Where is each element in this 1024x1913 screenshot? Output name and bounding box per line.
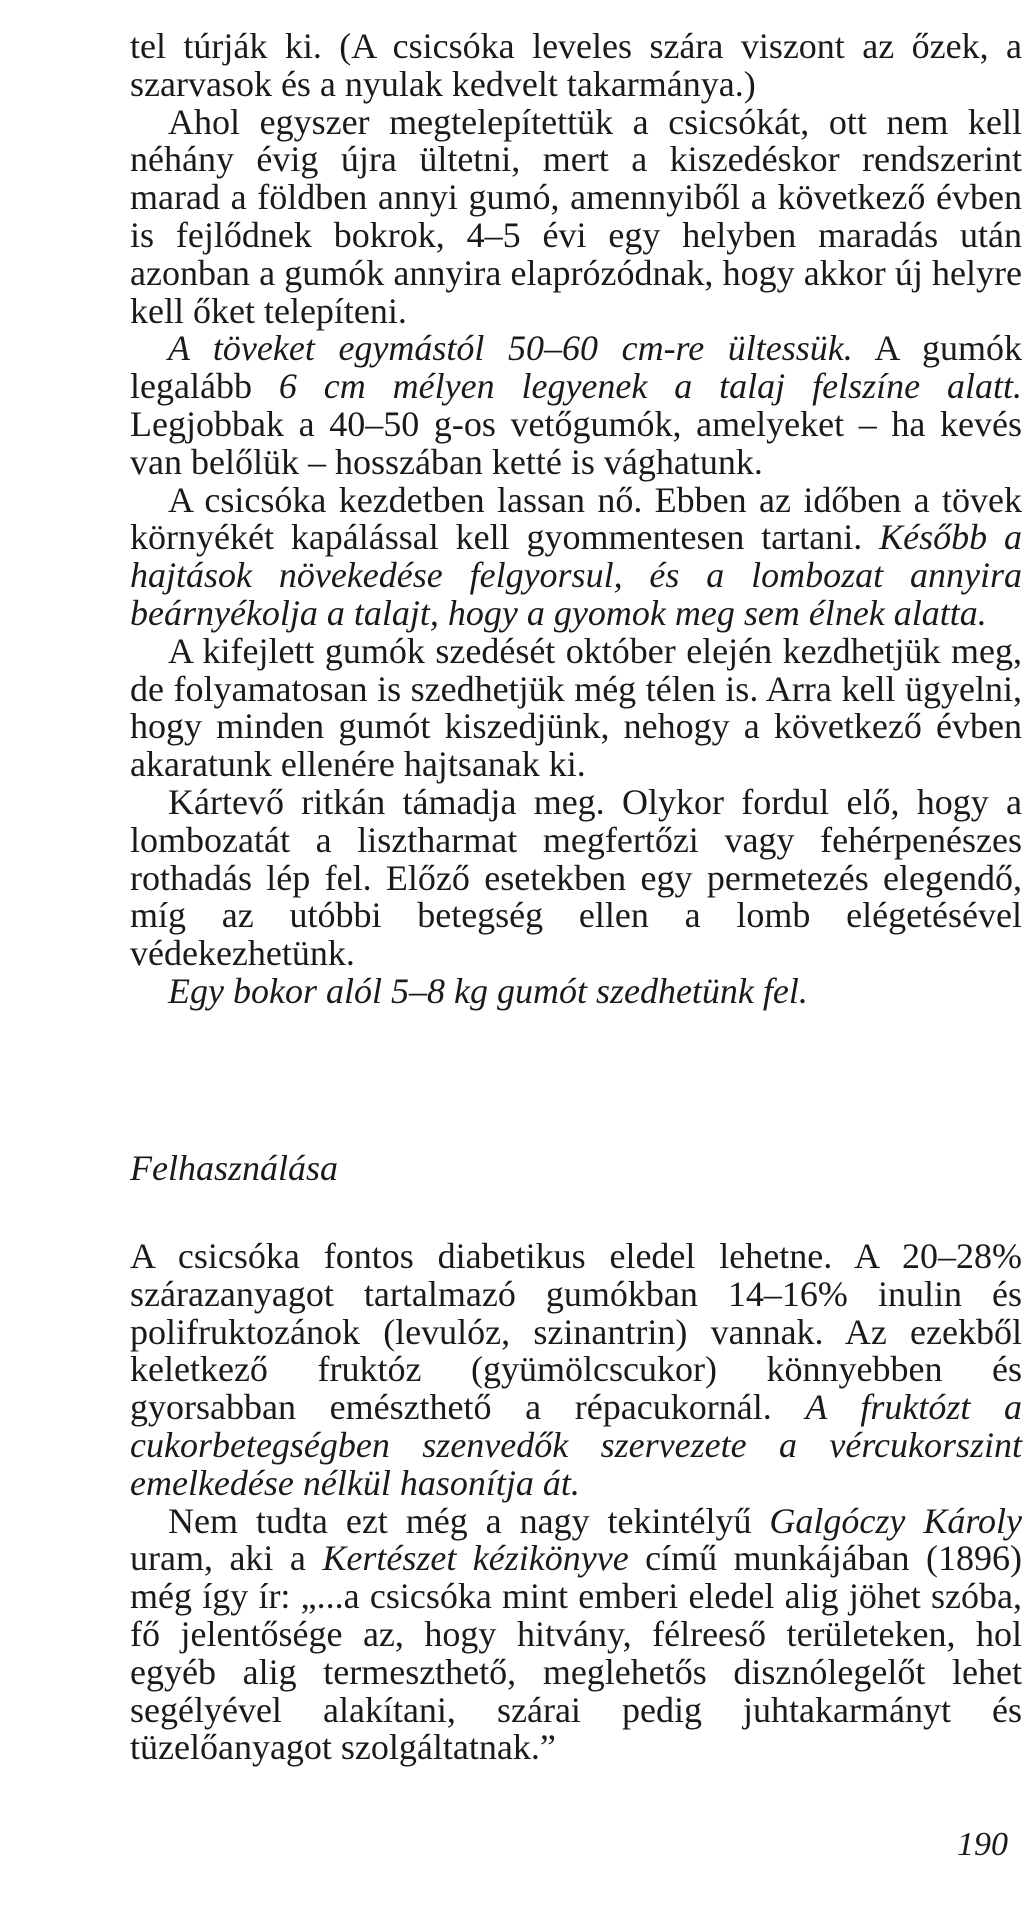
paragraph-harvest [130, 630, 1022, 785]
paragraph-text: Ahol egyszer megtelepítettük a csicsókát, ott nem kell néhány évig újra ültetni, mert a kiszedéskor rendszerint marad a földben annyi gumó, amennyiből a következő évben is fejlődnek bokrok, 4–5 évi egy helyben maradás után azonban a gumók annyira elaprózódnak, hogy akkor új helyre kell őket telepíteni. [130, 101, 1022, 331]
paragraph-text: Nem tudta ezt még a nagy tekintélyű [168, 1500, 770, 1541]
paragraph-usage [130, 1238, 1022, 1503]
italic-text: Galgóczy Károly [769, 1500, 1022, 1541]
italic-text: 6 cm mélyen legyenek a talaj felszíne alatt. [278, 366, 1022, 407]
text-block-upper [130, 28, 1022, 1011]
page-number: 190 [957, 1826, 1008, 1863]
italic-text: Később a hajtások növekedése felgyorsul, és a lombozat annyira beárnyékolja a talajt, hogy a gyomok meg sem élnek alatta. [130, 517, 1022, 633]
italic-text: A fruktózt a cukorbetegségben szenvedők szervezete a vércukorszint emelkedése nélkül hasonítja át. [130, 1387, 1022, 1503]
paragraph-text: A csicsóka fontos diabetikus eledel lehetne. A 20–28% szárazanyagot tartalmazó gumókban 14–16% inulin és polifruktozánok (levulóz, szinantrin) vannak. Az ezekből keletkező fruktóz (gyümölcscukor) könnyebben és gyorsabban emészthető a répacukornál. [130, 1236, 1022, 1428]
paragraph-spacing [130, 330, 1022, 481]
paragraph-text: Legjobbak a 40–50 g-os vetőgumók, amelyeket – ha kevés van belőlük – hosszában ketté is vághatunk. [130, 403, 1022, 482]
paragraph-text: A gumók legalább [130, 328, 1023, 407]
paragraph-quote [130, 1500, 1022, 1768]
italic-text: Egy bokor alól 5–8 kg gumót szedhetünk fel. [168, 970, 808, 1011]
paragraph-text: tel túrják ki. (A csicsóka leveles szára viszont az őzek, a szarvasok és a nyulak kedvelt takarmánya.) [130, 26, 1022, 104]
paragraph-growth [130, 479, 1022, 633]
paragraph-yield [130, 970, 1022, 1011]
paragraph-text: című munkájában (1896) még így ír: „...a csicsóka mint emberi eledel alig jöhet szóba, fő jelentősége az, hogy hitvány, félreeső területeken, hol egyéb alig termeszthető, meglehetős disznólegelőt lehet segélyével alakítani, szárai pedig juhtakarmányt és tüzelőanyagot szolgáltatnak.” [130, 1538, 1022, 1768]
paragraph-text: A kifejlett gumók szedését október elején kezdhetjük meg, de folyamatosan is szedhetjük még télen is. Arra kell ügyelni, hogy minden gumót kiszedjünk, nehogy a következő évben akaratunk ellenére hajtsanak ki. [130, 630, 1022, 785]
paragraph-continuation [130, 28, 1022, 104]
paragraph-text: A csicsóka kezdetben lassan nő. Ebben az időben a tövek környékét kapálással kell gyommentesen tartani. [130, 479, 1022, 558]
paragraph-text: Kártevő ritkán támadja meg. Olykor fordul elő, hogy a lombozatát a lisztharmat megfertőzi vagy fehérpenészes rothadás lép fel. Előző esetekben egy permetezés elegendő, míg az utóbbi betegség ellen a lomb elégetésével védekezhetünk. [130, 781, 1022, 974]
paragraph-pests [130, 781, 1022, 974]
paragraph-replanting [130, 101, 1022, 331]
section-heading: Felhasználása [130, 1148, 339, 1188]
paragraph-text: uram, aki a [130, 1538, 323, 1579]
text-block-lower [130, 1238, 1022, 1767]
italic-text: A töveket egymástól 50–60 cm-re ültessük. [168, 328, 853, 369]
italic-text: Kertészet kézikönyve [322, 1538, 629, 1579]
